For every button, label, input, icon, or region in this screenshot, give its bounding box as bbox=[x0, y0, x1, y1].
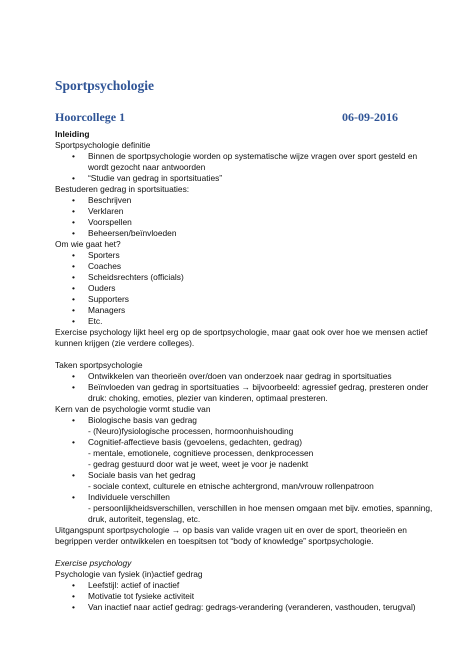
bullet-icon: • bbox=[72, 195, 75, 205]
list-item: • Beheersen/beïnvloeden bbox=[72, 228, 177, 238]
sub-item: - sociale context, culturele en etnische achtergrond, man/vrouw rollenpatroon bbox=[88, 481, 374, 491]
lecture-date: 06-09-2016 bbox=[342, 110, 398, 124]
bullet-icon: • bbox=[72, 602, 75, 612]
sub-item: - (Neuro)fysiologische processen, hormoonhuishouding bbox=[88, 426, 294, 436]
list-item: • Van inactief naar actief gedrag: gedrags-verandering (veranderen, vasthouden, terugval) bbox=[72, 602, 416, 612]
list-item: • Motivatie tot fysieke activiteit bbox=[72, 591, 195, 601]
paragraph-line: Exercise psychology lijkt heel erg op de sportpsychologie, maar gaat ook over hoe we mensen actief bbox=[55, 327, 428, 337]
list-item: • Managers bbox=[72, 305, 126, 315]
list-item: • Sporters bbox=[72, 250, 120, 260]
list-item: • Ouders bbox=[72, 283, 116, 293]
document-body bbox=[55, 129, 433, 613]
list-item: • Verklaren bbox=[72, 206, 124, 216]
definitie-heading: Sportpsychologie definitie bbox=[55, 140, 151, 150]
sub-item: - gedrag gestuurd door wat je weet, weet je voor je nadenkt bbox=[88, 459, 309, 469]
list-item: • Voorspellen bbox=[72, 217, 132, 227]
section-heading-inleiding: Inleiding bbox=[55, 129, 90, 139]
list-item: • Scheidsrechters (officials) bbox=[72, 272, 184, 282]
list-item: • Coaches bbox=[72, 261, 122, 271]
bullet-icon: • bbox=[72, 283, 75, 293]
kern-heading: Kern van de psychologie vormt studie van bbox=[55, 404, 211, 414]
bullet-icon: • bbox=[72, 492, 75, 502]
paragraph-line: Uitgangspunt sportpsychologie → op basis van valide vragen uit en over de sport, theorieën en bbox=[55, 525, 407, 535]
list-item: • Leefstijl: actief of inactief bbox=[72, 580, 180, 590]
list-item: • Binnen de sportpsychologie worden op systematische wijze vragen over sport gesteld en bbox=[72, 151, 418, 161]
bullet-icon: • bbox=[72, 261, 75, 271]
sub-item: - mentale, emotionele, cognitieve processen, denkprocessen bbox=[88, 448, 314, 458]
paragraph-line: begrippen verder ontwikkelen en toespitsen tot “body of knowledge” sportpsychologie. bbox=[55, 536, 374, 546]
bullet-icon: • bbox=[72, 580, 75, 590]
paragraph-line: kunnen krijgen (zie verdere colleges). bbox=[55, 338, 195, 348]
bullet-icon: • bbox=[72, 415, 75, 425]
list-item: • Etc. bbox=[72, 316, 103, 326]
lecture-name: Hoorcollege 1 bbox=[55, 110, 126, 124]
bullet-icon: • bbox=[72, 316, 75, 326]
bullet-icon: • bbox=[72, 250, 75, 260]
spacer bbox=[55, 349, 415, 360]
bestuderen-heading: Bestuderen gedrag in sportsituaties: bbox=[55, 184, 190, 194]
taken-heading: Taken sportpsychologie bbox=[55, 360, 143, 370]
document-title: Sportpsychologie bbox=[55, 78, 155, 93]
bullet-icon: • bbox=[72, 217, 75, 227]
bullet-icon: • bbox=[72, 206, 75, 216]
omwie-heading: Om wie gaat het? bbox=[55, 239, 121, 249]
bullet-icon: • bbox=[72, 382, 75, 392]
list-item-continuation: wordt gezocht naar antwoorden bbox=[88, 162, 206, 172]
list-item: • Individuele verschillen bbox=[72, 492, 170, 502]
bullet-icon: • bbox=[72, 305, 75, 315]
bullet-icon: • bbox=[72, 294, 75, 304]
list-item: • Cognitief-affectieve basis (gevoelens, gedachten, gedrag) bbox=[72, 437, 303, 447]
list-item: • Ontwikkelen van theorieën over/doen van onderzoek naar gedrag in sportsituaties bbox=[72, 371, 392, 381]
exercise-heading: Exercise psychology bbox=[55, 558, 132, 568]
list-item: • “Studie van gedrag in sportsituaties” bbox=[72, 173, 223, 183]
sub-item: - persoonlijkheidsverschillen, verschillen in hoe mensen omgaan met bijv. emoties, spanning, bbox=[88, 503, 433, 513]
bullet-icon: • bbox=[72, 173, 75, 183]
lecture-header bbox=[55, 112, 398, 123]
list-item: • Biologische basis van gedrag bbox=[72, 415, 197, 425]
bullet-icon: • bbox=[72, 437, 75, 447]
bullet-icon: • bbox=[72, 371, 75, 381]
list-item-continuation: druk: choking, emoties, plezier van kinderen, optimaal presteren. bbox=[88, 393, 328, 403]
spacer bbox=[55, 547, 415, 558]
bullet-icon: • bbox=[72, 470, 75, 480]
bullet-icon: • bbox=[72, 591, 75, 601]
bullet-icon: • bbox=[72, 272, 75, 282]
bullet-icon: • bbox=[72, 228, 75, 238]
list-item: • Beïnvloeden van gedrag in sportsituaties → bijvoorbeeld: agressief gedrag, presteren onder bbox=[72, 382, 429, 392]
list-item: • Supporters bbox=[72, 294, 129, 304]
list-item: • Sociale basis van het gedrag bbox=[72, 470, 196, 480]
list-item: • Beschrijven bbox=[72, 195, 132, 205]
exercise-subheading: Psychologie van fysiek (in)actief gedrag bbox=[55, 569, 203, 579]
sub-item: druk, autoriteit, tegenslag, etc. bbox=[88, 514, 201, 524]
bullet-icon: • bbox=[72, 151, 75, 161]
